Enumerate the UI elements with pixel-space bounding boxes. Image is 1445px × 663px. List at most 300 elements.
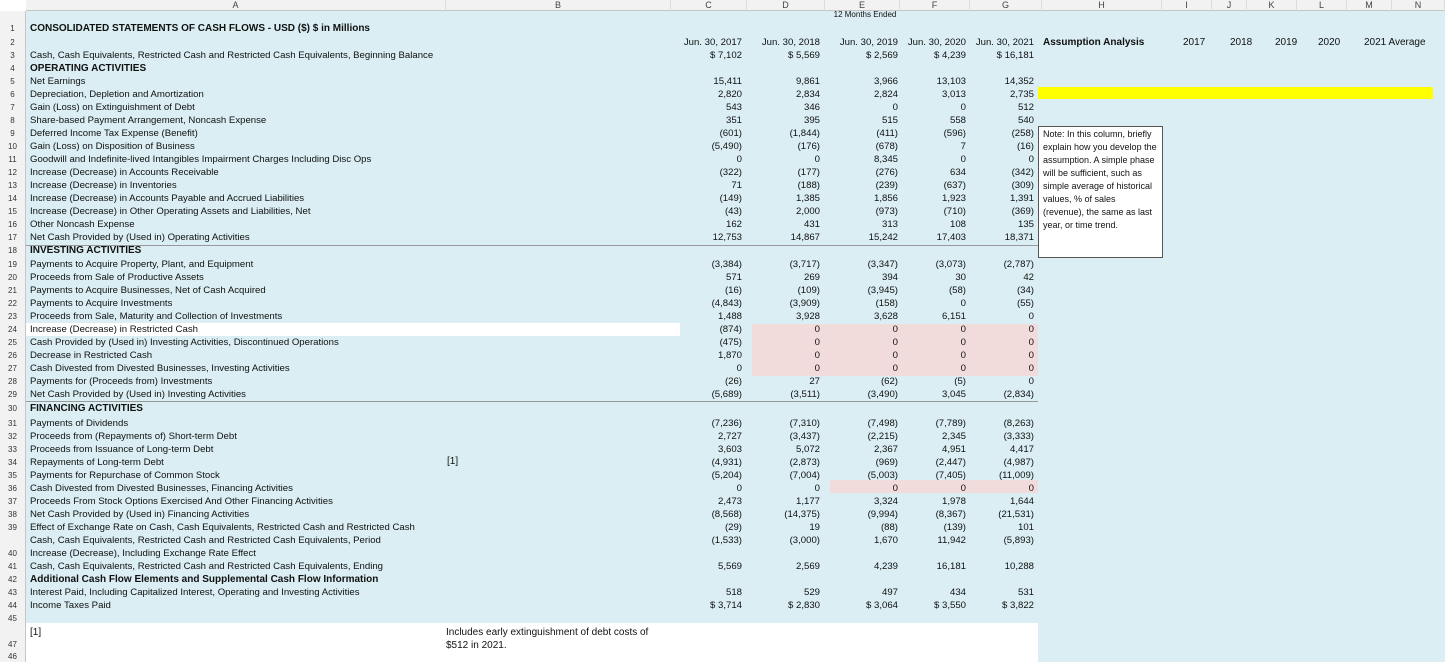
- value-cell[interactable]: 395: [803, 115, 820, 126]
- value-cell[interactable]: $ 3,064: [865, 600, 898, 611]
- value-cell[interactable]: (5,204): [711, 470, 742, 481]
- value-cell[interactable]: (139): [943, 522, 966, 533]
- value-cell[interactable]: (276): [875, 167, 898, 178]
- value-cell[interactable]: $ 2,830: [787, 600, 820, 611]
- value-cell[interactable]: 18,371: [1004, 232, 1034, 243]
- row-label[interactable]: Cash, Cash Equivalents, Restricted Cash and Restricted Cash Equivalents, Ending: [30, 561, 384, 572]
- value-cell[interactable]: 0: [892, 363, 898, 374]
- row-number[interactable]: 41: [8, 562, 17, 571]
- row-number[interactable]: 45: [8, 614, 17, 623]
- value-cell[interactable]: 351: [725, 115, 742, 126]
- value-cell[interactable]: (969): [875, 457, 898, 468]
- row-label[interactable]: Net Cash Provided by (Used in) Investing Activities: [30, 389, 246, 400]
- assumption-year-2018[interactable]: 2018: [1230, 37, 1253, 48]
- value-cell[interactable]: (601): [719, 128, 742, 139]
- value-cell[interactable]: (411): [876, 128, 898, 139]
- value-cell[interactable]: 0: [1028, 154, 1034, 165]
- row-number[interactable]: 22: [8, 299, 17, 308]
- value-cell[interactable]: 431: [803, 219, 820, 230]
- row-label[interactable]: Increase (Decrease) in Accounts Payable and Accrued Liabilities: [30, 193, 305, 204]
- value-cell[interactable]: (710): [943, 206, 966, 217]
- value-cell[interactable]: 10,288: [1004, 561, 1034, 572]
- value-cell[interactable]: 15,242: [868, 232, 898, 243]
- value-cell[interactable]: 2,367: [873, 444, 898, 455]
- row-label[interactable]: FINANCING ACTIVITIES: [30, 403, 143, 414]
- value-cell[interactable]: 3,045: [941, 389, 966, 400]
- value-cell[interactable]: (176): [797, 141, 820, 152]
- row-label[interactable]: INVESTING ACTIVITIES: [30, 245, 142, 256]
- row-number[interactable]: 19: [8, 260, 17, 269]
- value-cell[interactable]: (3,073): [935, 259, 966, 270]
- value-cell[interactable]: 3,013: [941, 89, 966, 100]
- column-header-i[interactable]: I: [1162, 0, 1212, 11]
- row-number[interactable]: 36: [8, 484, 17, 493]
- value-cell[interactable]: 42: [1023, 272, 1034, 283]
- row-number[interactable]: 6: [10, 90, 15, 99]
- row-number[interactable]: 8: [10, 116, 15, 125]
- row-number[interactable]: 27: [8, 364, 17, 373]
- row-label[interactable]: Depreciation, Depletion and Amortization: [30, 89, 204, 100]
- row-label[interactable]: Share-based Payment Arrangement, Noncash Expense: [30, 115, 267, 126]
- value-cell[interactable]: 0: [892, 324, 898, 335]
- value-cell[interactable]: (3,333): [1003, 431, 1034, 442]
- value-cell[interactable]: 27: [809, 376, 820, 387]
- value-cell[interactable]: (678): [875, 141, 898, 152]
- value-cell[interactable]: 8,345: [873, 154, 898, 165]
- value-cell[interactable]: 11,942: [937, 535, 966, 546]
- value-cell[interactable]: 313: [881, 219, 898, 230]
- value-cell[interactable]: 1,488: [717, 311, 742, 322]
- value-cell[interactable]: 2,834: [795, 89, 820, 100]
- value-cell[interactable]: 0: [1028, 363, 1034, 374]
- value-cell[interactable]: $ 4,239: [933, 50, 966, 61]
- value-cell[interactable]: $ 7,102: [709, 50, 742, 61]
- value-cell[interactable]: (7,789): [935, 418, 966, 429]
- value-cell[interactable]: (2,215): [867, 431, 898, 442]
- row-number[interactable]: 33: [8, 445, 17, 454]
- value-cell[interactable]: 3,603: [717, 444, 742, 455]
- column-header-k[interactable]: K: [1247, 0, 1297, 11]
- value-cell[interactable]: 71: [731, 180, 742, 191]
- value-cell[interactable]: (973): [875, 206, 898, 217]
- value-cell[interactable]: (2,834): [1003, 389, 1034, 400]
- value-cell[interactable]: (88): [880, 522, 898, 533]
- row-number[interactable]: 35: [8, 471, 17, 480]
- value-cell[interactable]: 2,345: [941, 431, 966, 442]
- value-cell[interactable]: (26): [724, 376, 742, 387]
- value-cell[interactable]: 0: [814, 363, 820, 374]
- row-number[interactable]: 43: [8, 588, 17, 597]
- row-number[interactable]: 40: [8, 549, 17, 558]
- value-cell[interactable]: (5,893): [1003, 535, 1034, 546]
- value-cell[interactable]: 2,727: [717, 431, 742, 442]
- column-header-f[interactable]: F: [900, 0, 970, 11]
- assumption-year-2021-average[interactable]: 2021 Average: [1364, 37, 1426, 48]
- row-number[interactable]: 17: [8, 233, 17, 242]
- value-cell[interactable]: 162: [725, 219, 742, 230]
- column-header-j[interactable]: J: [1212, 0, 1247, 11]
- row-number[interactable]: 5: [10, 77, 15, 86]
- value-cell[interactable]: (21,531): [998, 509, 1034, 520]
- value-cell[interactable]: 571: [725, 272, 742, 283]
- value-cell[interactable]: 135: [1017, 219, 1034, 230]
- value-cell[interactable]: 512: [1017, 102, 1034, 113]
- value-cell[interactable]: 4,951: [941, 444, 966, 455]
- value-cell[interactable]: 30: [955, 272, 966, 283]
- row-number[interactable]: 21: [8, 286, 17, 295]
- row-label[interactable]: Payments for Repurchase of Common Stock: [30, 470, 220, 481]
- row-label[interactable]: Interest Paid, Including Capitalized Interest, Operating and Investing Activities: [30, 587, 360, 598]
- value-cell[interactable]: 1,856: [873, 193, 898, 204]
- row-label[interactable]: Cash Divested from Divested Businesses, Investing Activities: [30, 363, 290, 374]
- value-cell[interactable]: 2,000: [795, 206, 820, 217]
- value-cell[interactable]: 346: [803, 102, 820, 113]
- row-label[interactable]: Proceeds from (Repayments of) Short-term Debt: [30, 431, 237, 442]
- value-cell[interactable]: $ 5,569: [787, 50, 820, 61]
- value-cell[interactable]: 1,385: [795, 193, 820, 204]
- value-cell[interactable]: 0: [814, 337, 820, 348]
- row-label[interactable]: Net Cash Provided by (Used in) Operating Activities: [30, 232, 250, 243]
- value-cell[interactable]: 0: [736, 483, 742, 494]
- value-cell[interactable]: (55): [1016, 298, 1034, 309]
- value-cell[interactable]: 16,181: [936, 561, 966, 572]
- row-label[interactable]: Proceeds from Sale, Maturity and Collection of Investments: [30, 311, 283, 322]
- value-cell[interactable]: (109): [797, 285, 820, 296]
- value-cell[interactable]: (258): [1011, 128, 1034, 139]
- row-label[interactable]: Proceeds from Issuance of Long-term Debt: [30, 444, 214, 455]
- value-cell[interactable]: 1,391: [1009, 193, 1034, 204]
- value-cell[interactable]: (2,787): [1003, 259, 1034, 270]
- row-number[interactable]: 7: [10, 103, 15, 112]
- value-cell[interactable]: 0: [960, 350, 966, 361]
- value-cell[interactable]: (7,310): [789, 418, 820, 429]
- value-cell[interactable]: 5,072: [795, 444, 820, 455]
- value-cell[interactable]: $ 3,822: [1001, 600, 1034, 611]
- period-2020[interactable]: Jun. 30, 2020: [907, 37, 966, 48]
- value-cell[interactable]: 0: [960, 363, 966, 374]
- row-label[interactable]: Deferred Income Tax Expense (Benefit): [30, 128, 198, 139]
- period-2017[interactable]: Jun. 30, 2017: [683, 37, 742, 48]
- assumption-year-2019[interactable]: 2019: [1275, 37, 1298, 48]
- value-cell[interactable]: 101: [1017, 522, 1034, 533]
- row-number[interactable]: 28: [8, 377, 17, 386]
- value-cell[interactable]: $ 3,550: [933, 600, 966, 611]
- row-number[interactable]: 16: [8, 220, 17, 229]
- value-cell[interactable]: 0: [1028, 311, 1034, 322]
- period-2021[interactable]: Jun. 30, 2021: [975, 37, 1034, 48]
- row-label[interactable]: Increase (Decrease) in Other Operating Assets and Liabilities, Net: [30, 206, 311, 217]
- value-cell[interactable]: (34): [1016, 285, 1034, 296]
- value-cell[interactable]: 518: [725, 587, 742, 598]
- value-cell[interactable]: 0: [1028, 350, 1034, 361]
- column-header-d[interactable]: D: [747, 0, 825, 11]
- value-cell[interactable]: (369): [1011, 206, 1034, 217]
- value-cell[interactable]: 0: [892, 350, 898, 361]
- row-label[interactable]: Payments to Acquire Investments: [30, 298, 173, 309]
- value-cell[interactable]: (3,945): [867, 285, 898, 296]
- value-cell[interactable]: (239): [875, 180, 898, 191]
- value-cell[interactable]: (16): [1016, 141, 1034, 152]
- value-cell[interactable]: 394: [881, 272, 898, 283]
- value-cell[interactable]: 13,103: [936, 76, 966, 87]
- value-cell[interactable]: 0: [736, 363, 742, 374]
- row-number[interactable]: 39: [8, 523, 17, 532]
- value-cell[interactable]: (7,004): [789, 470, 820, 481]
- value-cell[interactable]: 531: [1017, 587, 1034, 598]
- value-cell[interactable]: (177): [797, 167, 820, 178]
- row-label[interactable]: Increase (Decrease) in Inventories: [30, 180, 177, 191]
- row-label[interactable]: Additional Cash Flow Elements and Supplemental Cash Flow Information: [30, 574, 379, 585]
- column-header-a[interactable]: A: [26, 0, 446, 11]
- value-cell[interactable]: (3,717): [789, 259, 820, 270]
- row-number[interactable]: 9: [10, 129, 15, 138]
- value-cell[interactable]: (149): [719, 193, 742, 204]
- value-cell[interactable]: (4,987): [1003, 457, 1034, 468]
- row-number[interactable]: 13: [8, 181, 17, 190]
- value-cell[interactable]: 3,966: [873, 76, 898, 87]
- value-cell[interactable]: (43): [724, 206, 742, 217]
- value-cell[interactable]: $ 16,181: [996, 50, 1034, 61]
- value-cell[interactable]: (11,009): [998, 470, 1034, 481]
- value-cell[interactable]: (9,994): [867, 509, 898, 520]
- column-header-m[interactable]: M: [1347, 0, 1392, 11]
- value-cell[interactable]: (322): [719, 167, 742, 178]
- value-cell[interactable]: (158): [875, 298, 898, 309]
- value-cell[interactable]: 3,324: [873, 496, 898, 507]
- value-cell[interactable]: $ 3,714: [709, 600, 742, 611]
- assumption-year-2020[interactable]: 2020: [1318, 37, 1341, 48]
- row-number[interactable]: 25: [8, 338, 17, 347]
- row-label[interactable]: Proceeds from Sale of Productive Assets: [30, 272, 204, 283]
- value-cell[interactable]: (475): [719, 337, 742, 348]
- value-cell[interactable]: 558: [949, 115, 966, 126]
- value-cell[interactable]: 6,151: [941, 311, 966, 322]
- value-cell[interactable]: (3,511): [790, 389, 820, 400]
- column-header-g[interactable]: G: [970, 0, 1042, 11]
- value-cell[interactable]: 634: [949, 167, 966, 178]
- value-cell[interactable]: $ 2,569: [865, 50, 898, 61]
- value-cell[interactable]: 0: [960, 337, 966, 348]
- row-number[interactable]: 10: [8, 142, 17, 151]
- row-label[interactable]: Increase (Decrease), Including Exchange Rate Effect: [30, 548, 256, 559]
- row-number[interactable]: 24: [8, 325, 17, 334]
- value-cell[interactable]: 540: [1017, 115, 1034, 126]
- value-cell[interactable]: 0: [960, 102, 966, 113]
- value-cell[interactable]: 1,670: [873, 535, 898, 546]
- value-cell[interactable]: 0: [1028, 376, 1034, 387]
- value-cell[interactable]: (62): [880, 376, 898, 387]
- value-cell[interactable]: (3,490): [867, 389, 898, 400]
- column-header-l[interactable]: L: [1297, 0, 1347, 11]
- row-number[interactable]: 32: [8, 432, 17, 441]
- value-cell[interactable]: 15,411: [713, 76, 742, 87]
- value-cell[interactable]: 3,628: [873, 311, 898, 322]
- row-label[interactable]: Cash Divested from Divested Businesses, Financing Activities: [30, 483, 293, 494]
- value-cell[interactable]: 1,923: [941, 193, 966, 204]
- value-cell[interactable]: (3,384): [711, 259, 742, 270]
- value-cell[interactable]: 529: [803, 587, 820, 598]
- sheet-title[interactable]: CONSOLIDATED STATEMENTS OF CASH FLOWS - USD ($) $ in Millions: [30, 23, 370, 34]
- column-header-b[interactable]: B: [446, 0, 671, 11]
- assumption-note[interactable]: Note: In this column, briefly explain how you develop the assumption. A simple phase will be sufficient, such as simple average of historical values, % of sales (revenue), the same as last year, or time trend.: [1038, 126, 1163, 258]
- value-cell[interactable]: (8,263): [1003, 418, 1034, 429]
- row-label[interactable]: Payments to Acquire Property, Plant, and Equipment: [30, 259, 254, 270]
- row-label[interactable]: Effect of Exchange Rate on Cash, Cash Equivalents, Restricted Cash and Restricted Cash: [30, 522, 415, 533]
- row-label[interactable]: Payments for (Proceeds from) Investments: [30, 376, 213, 387]
- value-cell[interactable]: (637): [943, 180, 966, 191]
- row-number[interactable]: 15: [8, 207, 17, 216]
- value-cell[interactable]: (596): [943, 128, 966, 139]
- value-cell[interactable]: (309): [1011, 180, 1034, 191]
- row-label[interactable]: Cash Provided by (Used in) Investing Activities, Discontinued Operations: [30, 337, 339, 348]
- row-label[interactable]: Payments of Dividends: [30, 418, 129, 429]
- value-cell[interactable]: 0: [892, 337, 898, 348]
- row-label[interactable]: Net Cash Provided by (Used in) Financing Activities: [30, 509, 250, 520]
- value-cell[interactable]: 17,403: [936, 232, 966, 243]
- value-cell[interactable]: (2,447): [935, 457, 966, 468]
- value-cell[interactable]: (5,490): [711, 141, 742, 152]
- row-number[interactable]: 31: [8, 419, 17, 428]
- value-cell[interactable]: 108: [949, 219, 966, 230]
- footnote-text[interactable]: Includes early extinguishment of debt costs of $512 in 2021.: [446, 627, 649, 651]
- value-cell[interactable]: 0: [892, 102, 898, 113]
- row-number[interactable]: 34: [8, 458, 17, 467]
- row-label[interactable]: Decrease in Restricted Cash: [30, 350, 153, 361]
- value-cell[interactable]: 7: [960, 141, 966, 152]
- row-number[interactable]: 4: [10, 64, 15, 73]
- row-label[interactable]: Income Taxes Paid: [30, 600, 111, 611]
- value-cell[interactable]: 5,569: [717, 561, 742, 572]
- row-number[interactable]: 3: [10, 51, 15, 60]
- value-cell[interactable]: (188): [797, 180, 820, 191]
- value-cell[interactable]: (16): [724, 285, 742, 296]
- value-cell[interactable]: 0: [960, 298, 966, 309]
- value-cell[interactable]: (4,931): [711, 457, 742, 468]
- value-cell[interactable]: 3,928: [795, 311, 820, 322]
- value-cell[interactable]: (29): [724, 522, 742, 533]
- yellow-highlight[interactable]: [1038, 87, 1433, 99]
- row-number[interactable]: 37: [8, 497, 17, 506]
- value-cell[interactable]: (3,000): [789, 535, 820, 546]
- row-label[interactable]: Repayments of Long-term Debt: [30, 457, 164, 468]
- value-cell[interactable]: 2,735: [1009, 89, 1034, 100]
- row-label[interactable]: Increase (Decrease) in Restricted Cash: [30, 324, 198, 335]
- row-number[interactable]: 38: [8, 510, 17, 519]
- value-cell[interactable]: 2,569: [795, 561, 820, 572]
- row-number[interactable]: 2: [10, 38, 15, 47]
- value-cell[interactable]: 9,861: [795, 76, 820, 87]
- row-label[interactable]: Net Earnings: [30, 76, 86, 87]
- value-cell[interactable]: 0: [960, 324, 966, 335]
- value-cell[interactable]: 543: [725, 102, 742, 113]
- row-label[interactable]: OPERATING ACTIVITIES: [30, 63, 147, 74]
- row-label[interactable]: Other Noncash Expense: [30, 219, 135, 230]
- column-header-e[interactable]: E: [825, 0, 900, 11]
- period-2019[interactable]: Jun. 30, 2019: [839, 37, 898, 48]
- value-cell[interactable]: (7,405): [935, 470, 966, 481]
- assumption-year-2017[interactable]: 2017: [1183, 37, 1206, 48]
- value-cell[interactable]: 2,824: [873, 89, 898, 100]
- value-cell[interactable]: 0: [1028, 337, 1034, 348]
- value-cell[interactable]: 1,978: [941, 496, 966, 507]
- value-cell[interactable]: 269: [803, 272, 820, 283]
- value-cell[interactable]: (8,367): [935, 509, 966, 520]
- assumption-title[interactable]: Assumption Analysis: [1043, 37, 1145, 48]
- value-cell[interactable]: 1,870: [717, 350, 742, 361]
- value-cell[interactable]: 0: [814, 154, 820, 165]
- value-cell[interactable]: (874): [719, 324, 742, 335]
- value-cell[interactable]: 0: [814, 483, 820, 494]
- value-cell[interactable]: (5,003): [867, 470, 898, 481]
- value-cell[interactable]: 14,867: [790, 232, 820, 243]
- value-cell[interactable]: (4,843): [711, 298, 742, 309]
- value-cell[interactable]: 4,239: [873, 561, 898, 572]
- row-number[interactable]: 1: [10, 24, 15, 33]
- value-cell[interactable]: 2,473: [717, 496, 742, 507]
- value-cell[interactable]: 4,417: [1009, 444, 1034, 455]
- value-cell[interactable]: 14,352: [1004, 76, 1034, 87]
- value-cell[interactable]: 497: [881, 587, 898, 598]
- footnote-marker-b34[interactable]: [1]: [447, 456, 459, 467]
- period-2018[interactable]: Jun. 30, 2018: [761, 37, 820, 48]
- row-number[interactable]: 46: [8, 652, 17, 661]
- value-cell[interactable]: 0: [892, 483, 898, 494]
- value-cell[interactable]: (5): [954, 376, 966, 387]
- value-cell[interactable]: (1,533): [711, 535, 742, 546]
- value-cell[interactable]: 515: [881, 115, 898, 126]
- value-cell[interactable]: (58): [948, 285, 966, 296]
- row-label[interactable]: Gain (Loss) on Extinguishment of Debt: [30, 102, 195, 113]
- row-number[interactable]: 44: [8, 601, 17, 610]
- value-cell[interactable]: 2,820: [717, 89, 742, 100]
- row-number[interactable]: 30: [8, 404, 17, 413]
- value-cell[interactable]: 0: [736, 154, 742, 165]
- value-cell[interactable]: 0: [1028, 483, 1034, 494]
- row-label[interactable]: Payments to Acquire Businesses, Net of Cash Acquired: [30, 285, 266, 296]
- value-cell[interactable]: (1,844): [789, 128, 820, 139]
- value-cell[interactable]: (3,909): [789, 298, 820, 309]
- row-number[interactable]: 18: [8, 246, 17, 255]
- row-number[interactable]: 47: [8, 640, 17, 649]
- row-label[interactable]: Gain (Loss) on Disposition of Business: [30, 141, 195, 152]
- value-cell[interactable]: 12,753: [712, 232, 742, 243]
- value-cell[interactable]: 0: [814, 324, 820, 335]
- value-cell[interactable]: (14,375): [784, 509, 820, 520]
- value-cell[interactable]: (5,689): [711, 389, 742, 400]
- footnote-label[interactable]: [1]: [30, 627, 42, 638]
- row-label[interactable]: Increase (Decrease) in Accounts Receivable: [30, 167, 219, 178]
- row-number[interactable]: 12: [8, 168, 17, 177]
- value-cell[interactable]: (3,437): [789, 431, 820, 442]
- row-number[interactable]: 26: [8, 351, 17, 360]
- value-cell[interactable]: (7,498): [867, 418, 898, 429]
- value-cell[interactable]: 19: [809, 522, 820, 533]
- row-number[interactable]: 29: [8, 390, 17, 399]
- value-cell[interactable]: (342): [1011, 167, 1034, 178]
- value-cell[interactable]: (2,873): [789, 457, 820, 468]
- value-cell[interactable]: 1,644: [1009, 496, 1034, 507]
- value-cell[interactable]: 0: [960, 483, 966, 494]
- column-header-n[interactable]: N: [1392, 0, 1445, 11]
- value-cell[interactable]: (7,236): [711, 418, 742, 429]
- value-cell[interactable]: (3,347): [867, 259, 898, 270]
- row-number[interactable]: 14: [8, 194, 17, 203]
- value-cell[interactable]: 434: [949, 587, 966, 598]
- row-number[interactable]: 11: [8, 155, 17, 164]
- row-number[interactable]: 23: [8, 312, 17, 321]
- row-label[interactable]: Proceeds From Stock Options Exercised And Other Financing Activities: [30, 496, 333, 507]
- column-header-c[interactable]: C: [671, 0, 747, 11]
